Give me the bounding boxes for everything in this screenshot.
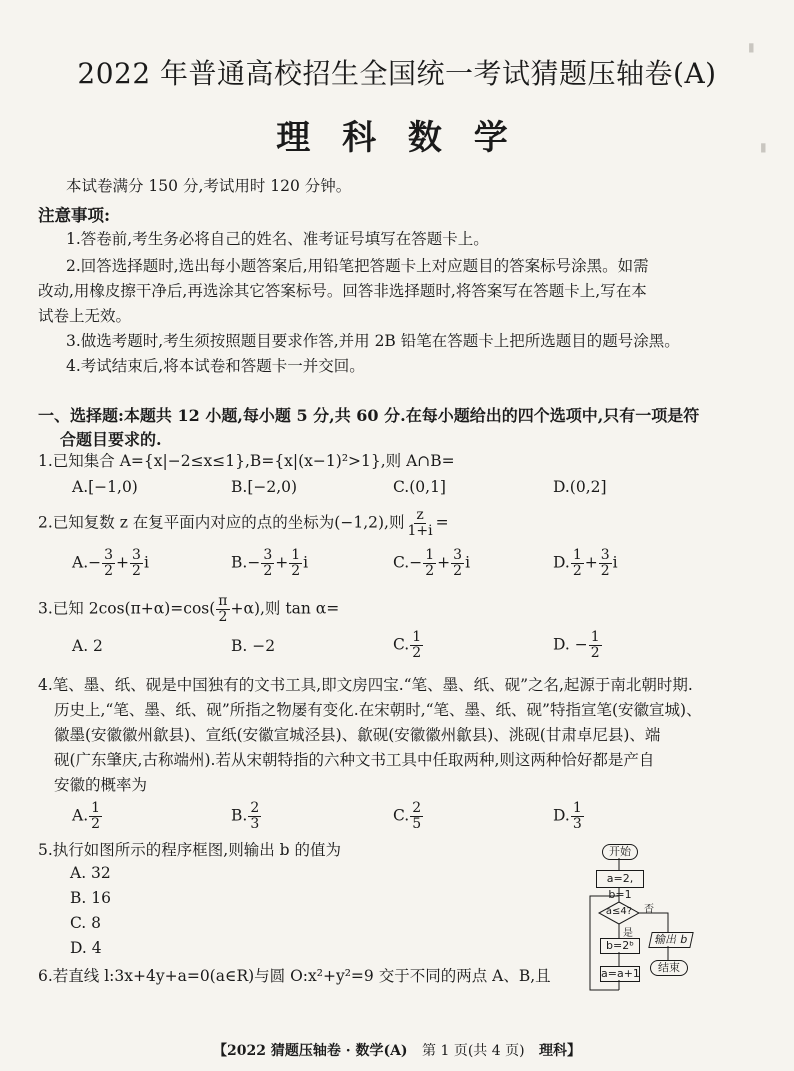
q3-stem: 3.已知 2cos(π+α)=cos( $\frac{\pi}{2}$ +α),则 tan α= xyxy=(38,593,340,625)
q3-option-c: C. $\frac{1}{2}$ xyxy=(393,629,422,661)
note-2b: 改动,用橡皮擦干净后,再选涂其它答案标号。回答非选择题时,将答案写在答题卡上,写在本 xyxy=(38,282,647,300)
note-4: 4.考试结束后,将本试卷和答题卡一并交回。 xyxy=(66,357,365,375)
q2-option-a: A.− $\frac{3}{2}$ + $\frac{3}{2}$ i xyxy=(72,547,149,579)
flow-no-label: 否 xyxy=(644,904,654,915)
note-3: 3.做选考题时,考生须按照题目要求作答,并用 2B 铅笔在答题卡上把所选题目的题号涂黑。 xyxy=(66,332,680,350)
flow-end: 结束 xyxy=(650,960,688,976)
q1-option-a: A.[−1,0) xyxy=(72,478,138,496)
q1-option-b: B.[−2,0) xyxy=(231,478,298,496)
flow-body: b=2ᵇ xyxy=(600,938,640,954)
section-1-heading-cont: 合题目要求的. xyxy=(60,430,162,449)
q1-option-c: C.(0,1] xyxy=(393,478,446,496)
footer-kind: 理科】 xyxy=(539,1043,582,1059)
q4-option-d: D. $\frac{1}{3}$ xyxy=(553,800,582,832)
q4-option-a: A. $\frac{1}{2}$ xyxy=(72,800,101,832)
flow-yes-label: 是 xyxy=(623,928,633,939)
note-2c: 试卷上无效。 xyxy=(38,307,132,325)
q4-line-3: 徽墨(安徽徽州歙县)、宣纸(安徽宣城泾县)、歙砚(安徽徽州歙县)、洮砚(甘肃卓尼县)、端 xyxy=(54,726,661,744)
q5-option-d: D. 4 xyxy=(70,939,102,957)
q4-option-b: B. $\frac{2}{3}$ xyxy=(231,800,260,832)
q5-option-a: A. 32 xyxy=(70,864,111,882)
q4-line-4: 砚(广东肇庆,古称端州).若从宋朝特指的六种文书工具中任取两种,则这两种恰好都是产自 xyxy=(54,751,655,769)
page-footer xyxy=(0,1040,794,1060)
bleed-through-mark: ▮ xyxy=(748,40,755,54)
q1-option-d: D.(0,2] xyxy=(553,478,607,496)
q4-option-c: C. $\frac{2}{5}$ xyxy=(393,800,422,832)
q5-stem: 5.执行如图所示的程序框图,则输出 b 的值为 xyxy=(38,841,341,859)
q3-option-b: B. −2 xyxy=(231,637,276,655)
q3-option-d: D. − $\frac{1}{2}$ xyxy=(553,629,600,661)
q2-option-d: D. $\frac{1}{2}$ + $\frac{3}{2}$ i xyxy=(553,547,618,579)
flowchart xyxy=(588,840,708,1000)
q2-stem: 2.已知复数 z 在复平面内对应的点的坐标为(−1,2),则 $\frac{z}{1+i}$ = xyxy=(38,507,449,539)
note-2a: 2.回答选择题时,选出每小题答案后,用铅笔把答题卡上对应题目的答案标号涂黑。如需 xyxy=(66,257,649,275)
flow-condition: a≤4? xyxy=(605,906,633,917)
q2-fraction: $\frac{z}{1+i}$ xyxy=(407,507,433,539)
exam-title: 2022 年普通高校招生全国统一考试猜题压轴卷(A) xyxy=(77,57,717,90)
q3-option-a: A. 2 xyxy=(72,637,103,655)
flow-output: 输出 b xyxy=(648,932,693,948)
notes-heading: 注意事项: xyxy=(38,206,111,225)
q3-fraction: $\frac{\pi}{2}$ xyxy=(218,593,228,625)
q6-stem: 6.若直线 l:3x+4y+a=0(a∈R)与圆 O:x²+y²=9 交于不同的两点 A、B,且 xyxy=(38,967,551,985)
q1-stem: 1.已知集合 A={x|−2≤x≤1},B={x|(x−1)²>1},则 A∩B= xyxy=(38,452,455,470)
footer-page: 第 1 页(共 4 页) xyxy=(422,1043,525,1059)
note-1: 1.答卷前,考生务必将自己的姓名、准考证号填写在答题卡上。 xyxy=(66,230,489,248)
flow-increment: a=a+1 xyxy=(601,967,640,980)
q5-option-b: B. 16 xyxy=(70,889,111,907)
q2-option-b: B.− $\frac{3}{2}$ + $\frac{1}{2}$ i xyxy=(231,547,309,579)
q5-option-c: C. 8 xyxy=(70,914,102,932)
flow-init: a=2, b=1 xyxy=(596,870,644,888)
footer-tag: 【2022 猜题压轴卷 · 数学(A) xyxy=(212,1043,408,1059)
section-1-heading: 一、选择题:本题共 12 小题,每小题 5 分,共 60 分.在每小题给出的四个选项中,只有一项是符 xyxy=(38,406,700,425)
intro-text: 本试卷满分 150 分,考试用时 120 分钟。 xyxy=(66,177,352,195)
q4-line-5: 安徽的概率为 xyxy=(54,776,148,794)
bleed-through-mark: ▮ xyxy=(760,140,767,154)
q4-line-1: 4.笔、墨、纸、砚是中国独有的文书工具,即文房四宝.“笔、墨、纸、砚”之名,起源于南北朝时期. xyxy=(38,676,693,694)
flow-start: 开始 xyxy=(602,844,638,860)
q4-line-2: 历史上,“笔、墨、纸、砚”所指之物屡有变化.在宋朝时,“笔、墨、纸、砚”特指宣笔(安徽宣城)、 xyxy=(54,701,702,719)
subject-title: 理 科 数 学 xyxy=(276,118,518,158)
q2-option-c: C.− $\frac{1}{2}$ + $\frac{3}{2}$ i xyxy=(393,547,471,579)
